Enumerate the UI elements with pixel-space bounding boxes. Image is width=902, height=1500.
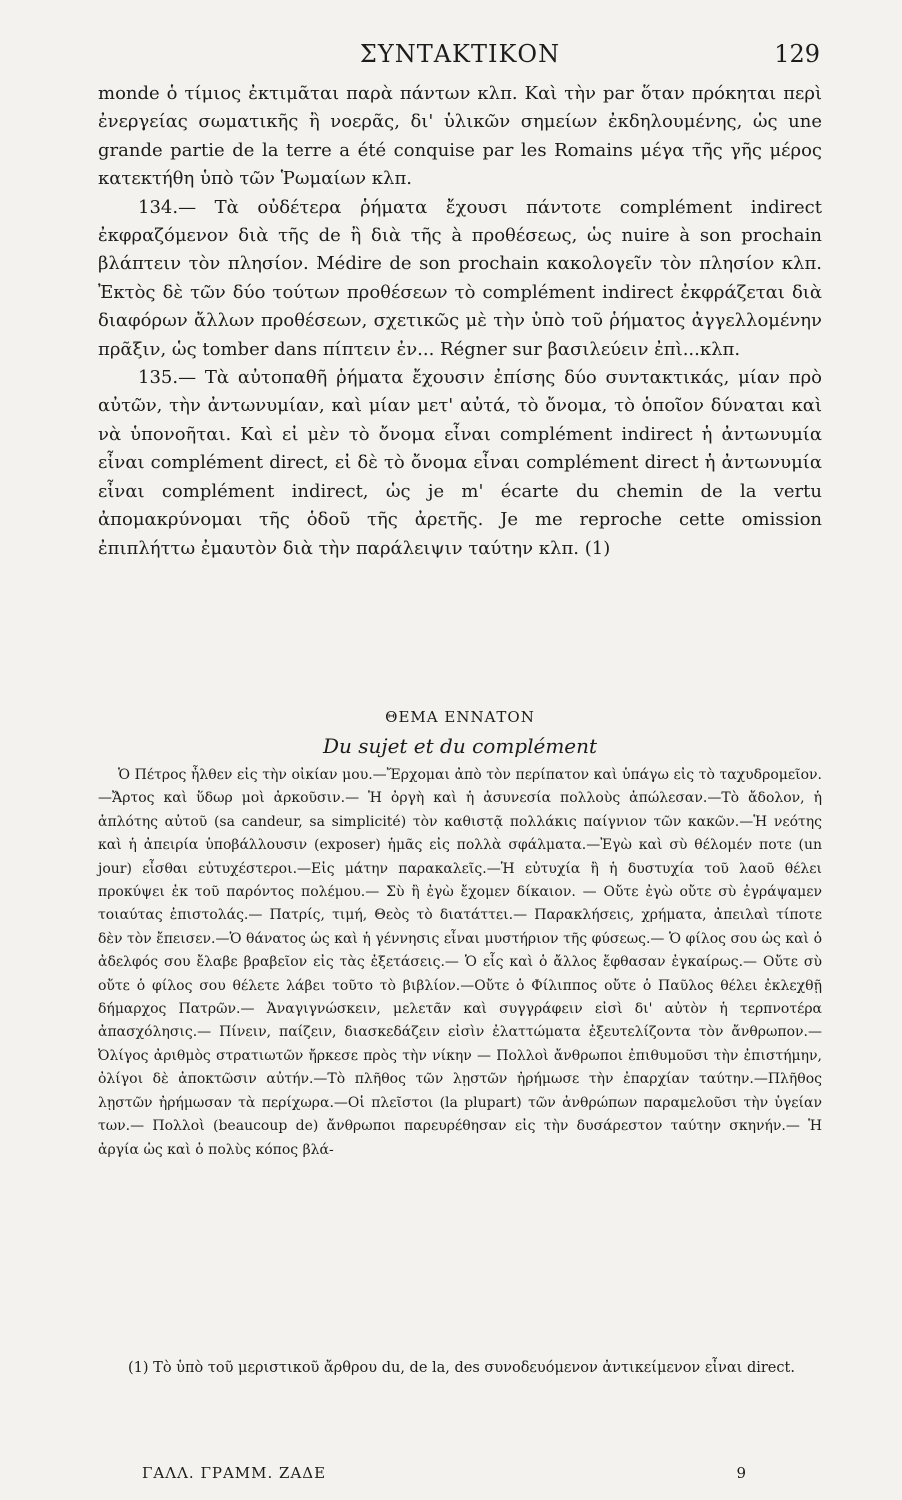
chapter-title: ΣΥΝΤΑΚΤΙΚΟΝ <box>359 40 561 68</box>
running-head <box>100 40 820 74</box>
exercise-heading: ΘΕΜΑ ΕΝΝΑΤΟΝ <box>385 708 535 726</box>
paragraph-134: 134.— Τὰ οὐδέτερα ῥήματα ἔχουσι πάντοτε complément indirect ἐκφραζόμενον διὰ τῆς de ἢ διὰ τῆς à προθέσεως, ὡς nuire à son prochain βλάπτειν τὸν πλησίον. Médire de son prochain κακολογεῖν τὸν πλησίον κλπ. Ἐκτὸς δὲ τῶν δύο τούτων προθέσεων τὸ complément indirect ἐκφράζεται διὰ διαφόρων ἄλλων προθέσεων, σχετικῶς μὲ τὴν ὑπὸ τοῦ ῥήματος ἀγγελλομένην πρᾶξιν, ὡς tomber dans πίπτειν ἐν... Régner sur βασιλεύειν ἐπὶ...κλπ. <box>98 196 822 360</box>
exercise-text: Ὁ Πέτρος ἦλθεν εἰς τὴν οἰκίαν μου.—Ἔρχομαι ἀπὸ τὸν περίπατον καὶ ὑπάγω εἰς τὸ ταχυδρομεῖον.—Ἄρτος καὶ ὕδωρ μοὶ ἀρκοῦσιν.— Ἡ ὀργὴ καὶ ἡ ἀσυνεσία πολλοὺς ἀπώλεσαν.—Τὸ ἄδολον, ἡ ἁπλότης αὐτοῦ (sa candeur, sa simplicité) τὸν καθιστᾷ πολλάκις παίγνιον τῶν κακῶν.—Ἡ νεότης καὶ ἡ ἀπειρία ὑποβάλλουσιν (exposer) ἡμᾶς εἰς πολλὰ σφάλματα.—Ἐγὼ καὶ σὺ θέλομέν ποτε (un jour) εἶσθαι εὐτυχέστεροι.—Εἰς μάτην παρακαλεῖς.—Ἡ εὐτυχία ἢ ἡ δυστυχία τοῦ λαοῦ θέλει προκύψει ἐκ τοῦ παρόντος πολέμου.— Σὺ ἢ ἐγὼ ἔχομεν δίκαιον. — Οὔτε ἐγὼ οὔτε σὺ ἐγράψαμεν τοιαύτας ἐπιστολάς.— Πατρίς, τιμή, Θεὸς τὸ διατάττει.— Παρακλήσεις, χρήματα, ἀπειλαὶ τίποτε δὲν τὸν ἔπεισεν.—Ὁ θάνατος ὡς καὶ ἡ γέννησις εἶναι μυστήριον τῆς φύσεως.— Ὁ φίλος σου ὡς καὶ ὁ ἀδελφός σου ἔλαβε βραβεῖον εἰς τὰς ἐξετάσεις.— Ὁ εἷς καὶ ὁ ἄλλος ἔφθασαν ἐγκαίρως.— Οὔτε σὺ οὔτε ὁ φίλος σου θέλετε λάβει τοῦτο τὸ βιβλίον.—Οὔτε ὁ Φίλιππος οὔτε ὁ Παῦλος θέλει ἐκλεχθῇ δήμαρχος Πατρῶν.— Ἀναγιγνώσκειν, μελετᾶν καὶ συγγράφειν εἰσὶ δι' αὐτὸν ἡ τερπνοτέρα ἀπασχόλησις.— Πίνειν, παίζειν, διασκεδάζειν εἰσὶν ἐλαττώματα ἐξευτελίζοντα τὸν ἄνθρωπον.—Ὀλίγος ἀριθμὸς στρατιωτῶν ἤρκεσε πρὸς τὴν νίκην — Πολλοὶ ἄνθρωποι ἐπιθυμοῦσι τὴν ἐπιστήμην, ὀλίγοι δὲ ἀποκτῶσιν αὐτήν.—Τὸ πλῆθος τῶν λῃστῶν ἠρήμωσε τὴν ἐπαρχίαν ταύτην.—Πλῆθος λῃστῶν ἠρήμωσαν τὰ περίχωρα.—Οἱ πλεῖστοι (la plupart) τῶν ἀνθρώπων παραμελοῦσι τὴν ὑγείαν των.— Πολλοὶ (beaucoup de) ἄνθρωποι παρευρέθησαν εἰς τὴν δυσάρεστον ταύτην σκηνήν.— Ἡ ἀργία ὡς καὶ ὁ πολὺς κόπος βλά- <box>98 767 822 1158</box>
paragraph-continuation: monde ὁ τίμιος ἐκτιμᾶται παρὰ πάντων κλπ. Καὶ τὴν par ὅταν πρόκηται περὶ ἐνεργείας σωματικῆς ἢ νοερᾶς, δι' ὑλικῶν σημείων ἐκδηλουμένης, ὡς une grande partie de la terre a été conquise par les Romains μέγα τῆς γῆς μέρος κατεκτήθη ὑπὸ τῶν Ῥωμαίων κλπ. <box>98 83 822 190</box>
paragraph-135: 135.— Τὰ αὐτοπαθῆ ῥήματα ἔχουσιν ἐπίσης δύο συντακτικάς, μίαν πρὸ αὐτῶν, τὴν ἀντωνυμίαν, καὶ μίαν μετ' αὐτά, τὸ ὄνομα, τὸ ὁποῖον δύναται καὶ νὰ ὑπονοῆται. Καὶ εἰ μὲν τὸ ὄνομα εἶναι complément indirect ἡ ἀντωνυμία εἶναι complément direct, εἰ δὲ τὸ ὄνομα εἶναι complément direct ἡ ἀντωνυμία εἶναι complément indirect, ὡς je m' écarte du chemin de la vertu ἀπομακρύνομαι τῆς ὁδοῦ τῆς ἀρετῆς. Je me reproche cette omission ἐπιπλήττω ἐμαυτὸν διὰ τὴν παράλειψιν ταύτην κλπ. (1) <box>98 367 822 559</box>
gathering-number: 9 <box>736 1464 746 1482</box>
footer <box>98 1464 822 1488</box>
footnote: (1) Τὸ ὑπὸ τοῦ μεριστικοῦ ἄρθρου du, de la, des συνοδευόμενον ἀντικείμενον εἶναι direct. <box>128 1360 795 1376</box>
page-number: 129 <box>774 40 820 68</box>
main-text <box>98 80 822 563</box>
exercise-subheading: Du sujet et du complément <box>322 734 598 758</box>
signature-mark: ΓΑΛΛ. ΓΡΑΜΜ. ΖΑΔΕ <box>142 1464 327 1482</box>
